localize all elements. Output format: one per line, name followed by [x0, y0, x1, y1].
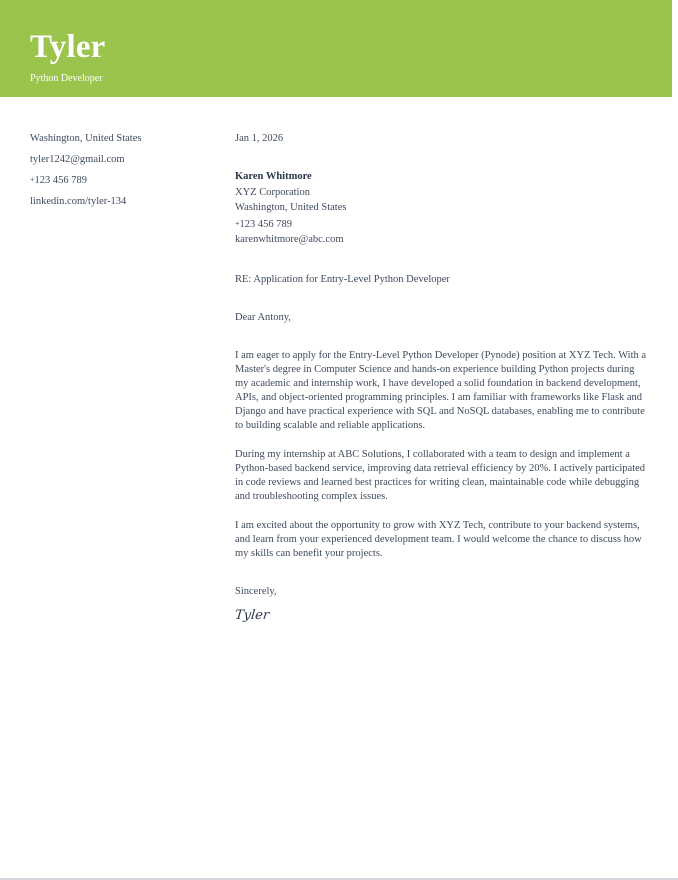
closing-word: Sincerely,	[235, 585, 277, 597]
letter-date: Jan 1, 2026	[235, 133, 284, 144]
letter-body-column	[235, 131, 650, 624]
sender-email-text: tyler1242@gmail.com	[30, 153, 125, 165]
recipient-location: Washington, United States	[235, 202, 347, 213]
letter-paragraph: During my internship at ABC Solutions, I collaborated with a team to design and implement a Python-based backend service, improving data retrieval efficiency by 20%. I actively participated in code reviews and learned best practices for writing clean, maintainable code while debugging and troubleshooting complex issues.	[235, 448, 646, 502]
recipient-name: Karen Whitmore	[235, 171, 312, 182]
signature: Tyler	[234, 607, 270, 623]
sender-linkedin-text: linkedin.com/tyler-134	[30, 195, 127, 207]
recipient-phone	[235, 216, 650, 233]
sender-location	[30, 129, 210, 150]
recipient-company: XYZ Corporation	[235, 186, 310, 198]
closing-block	[235, 584, 650, 624]
header-content	[30, 28, 106, 85]
sender-phone	[30, 170, 210, 192]
sender-location-text: Washington, United States	[30, 133, 142, 144]
plus-icon: +	[235, 218, 240, 228]
sender-email	[30, 150, 210, 171]
sender-phone-text: 123 456 789	[34, 175, 88, 186]
applicant-name: Tyler	[30, 29, 106, 65]
salutation: Dear Antony,	[235, 311, 291, 323]
subject-line: RE: Application for Entry-Level Python Developer	[235, 273, 450, 285]
sender-linkedin	[30, 192, 210, 213]
recipient-block	[235, 169, 650, 248]
letter-paragraph: I am eager to apply for the Entry-Level Python Developer (Pynode) position at XYZ Tech. With a Master's degree in Computer Science and hands-on experience building Python projects during my academic and internship work, I have developed a solid foundation in backend development, APIs, and object-oriented programming principles. I am familiar with frameworks like Flask and Django and have practical experience with SQL and NoSQL databases, enabling me to contribute to building scalable and reliable applications.	[235, 349, 647, 431]
plus-icon: +	[30, 175, 35, 184]
sender-contact-sidebar	[30, 129, 210, 212]
letter-paragraphs	[235, 349, 650, 561]
header-band	[0, 0, 672, 97]
letter-paragraph: I am excited about the opportunity to grow with XYZ Tech, contribute to your backend systems, and learn from your experienced development team. I would welcome the chance to discuss how my skills can benefit your projects.	[235, 519, 642, 559]
recipient-email: karenwhitmore@abc.com	[235, 234, 344, 245]
applicant-job-title: Python Developer	[30, 73, 103, 84]
recipient-phone-text: 123 456 789	[239, 218, 293, 230]
